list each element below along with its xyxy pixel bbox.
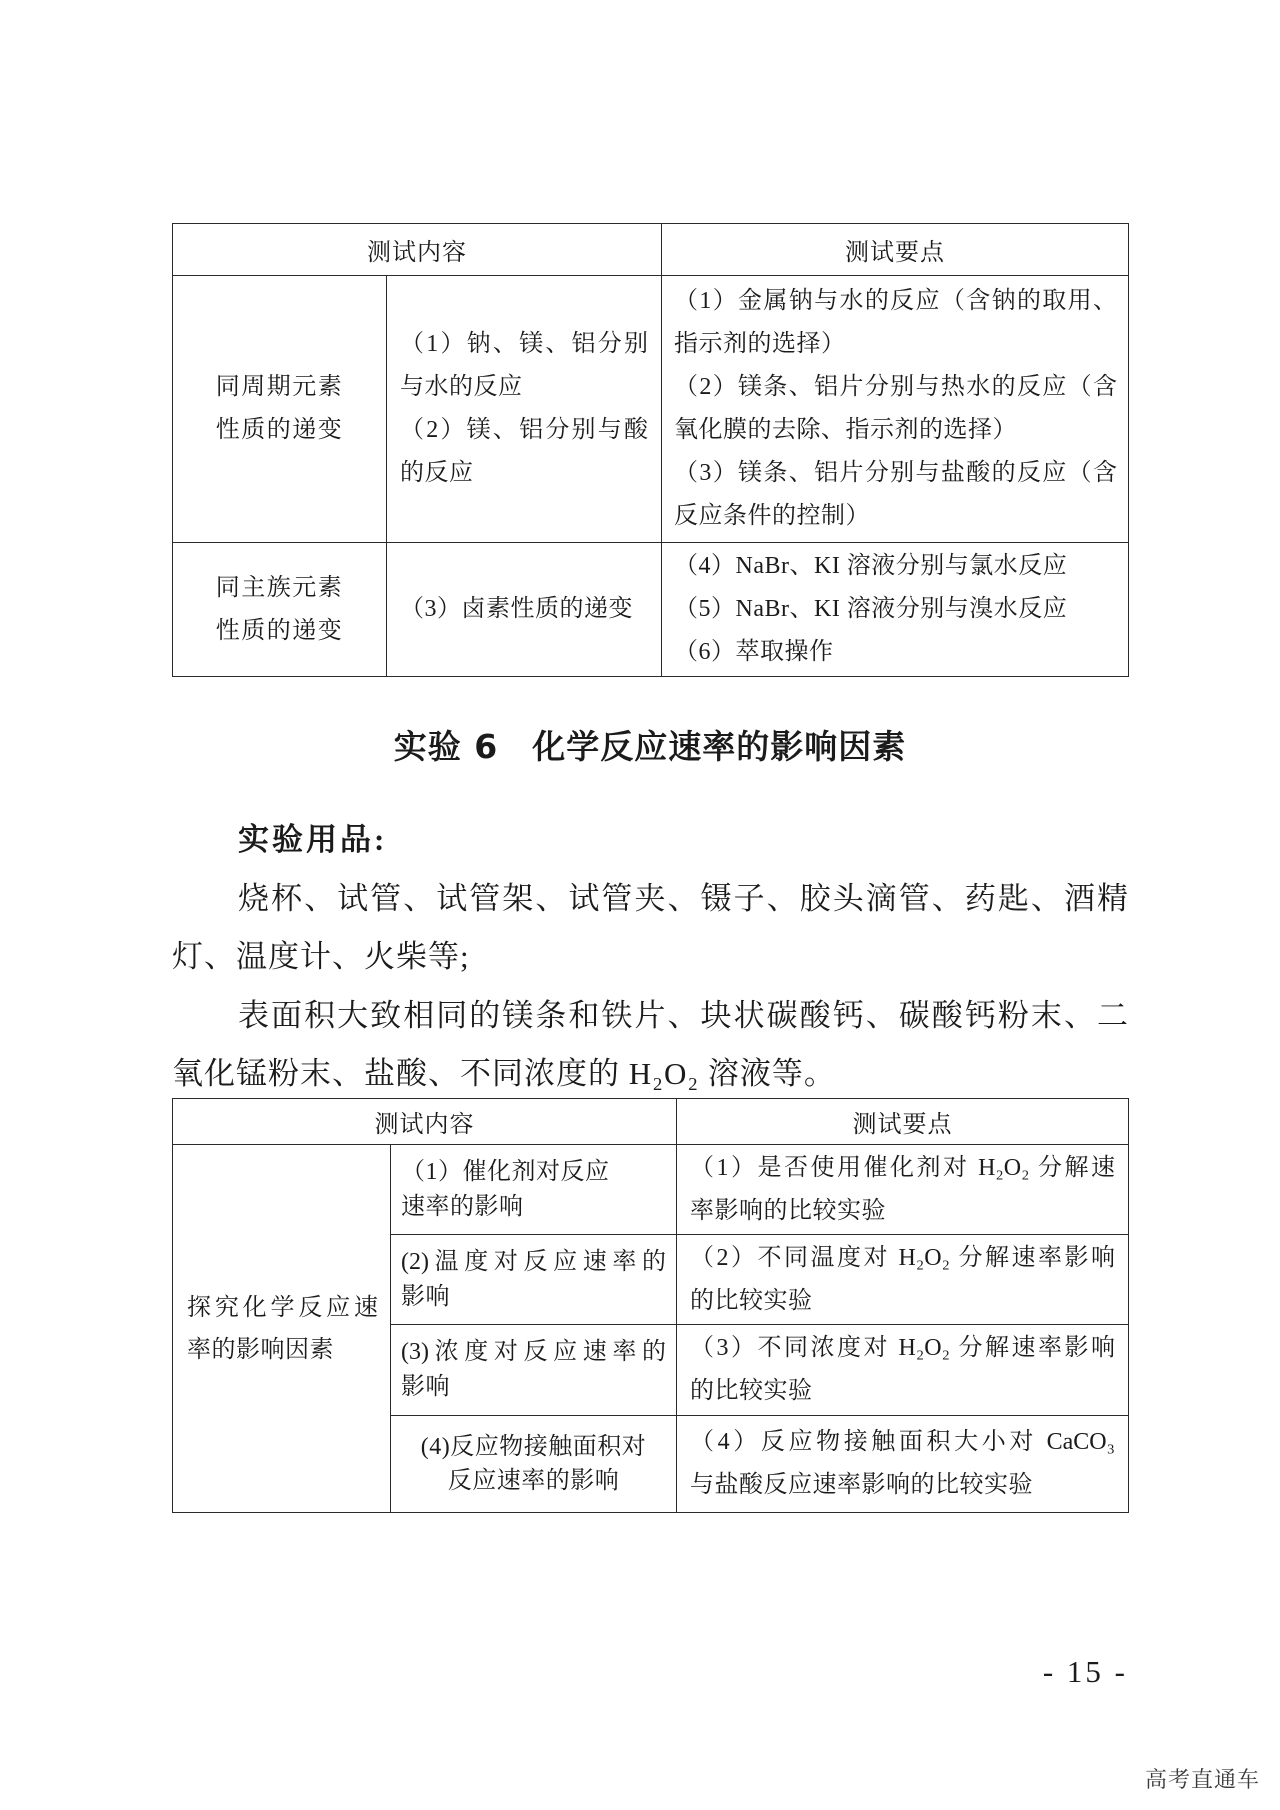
table1-row1-topic — [173, 276, 387, 543]
table1-header-points: 测试要点 — [662, 224, 1129, 276]
table2-row1-content — [391, 1145, 677, 1235]
paragraph1-line: 烧杯、试管、试管架、试管夹、镊子、胶头滴管、药匙、酒精 — [238, 880, 1128, 916]
content-line: （1）催化剂对反应 — [401, 1158, 610, 1185]
reaction-rate-table — [172, 1098, 1129, 1513]
paragraph1-line: 灯、温度计、火柴等; — [172, 939, 470, 974]
point-line: 的比较实验 — [690, 1378, 813, 1404]
topic-line: 同主族元素 — [215, 574, 344, 601]
content-line: （2）镁、铝分别与酸 — [400, 417, 648, 443]
table2-topic — [173, 1145, 391, 1513]
point-line: （2）不同温度对 H₂O₂ 分解速率影响 — [690, 1244, 1115, 1271]
point-line: （6）萃取操作 — [674, 639, 834, 665]
content-line: (3)浓度对反应速率的 — [401, 1339, 666, 1365]
table1-header-content: 测试内容 — [173, 224, 662, 276]
point-line: （1）金属钠与水的反应（含钠的取用、 — [674, 288, 1117, 314]
content-line: （3）卤素性质的递变 — [400, 596, 633, 622]
page-number: - 15 - — [1042, 1654, 1128, 1689]
point-line: （3）不同浓度对 H₂O₂ 分解速率影响 — [690, 1335, 1115, 1361]
section-body — [172, 811, 1128, 1104]
table2-row4-points — [677, 1416, 1129, 1513]
paragraph2-line: 氧化锰粉末、盐酸、不同浓度的 H₂O₂ 溶液等。 — [172, 1056, 836, 1091]
content-line: (4)反应物接触面积对 — [420, 1434, 647, 1460]
table2-row2-content — [391, 1235, 677, 1325]
table2-row3-content — [391, 1325, 677, 1416]
point-line: （4）NaBr、KI 溶液分别与氯水反应 — [674, 553, 1068, 579]
section-title: 实验 6 化学反应速率的影响因素 — [393, 727, 907, 766]
table1-row1-points — [662, 276, 1129, 543]
point-line: （3）镁条、铝片分别与盐酸的反应（含 — [674, 460, 1117, 486]
point-line: 率影响的比较实验 — [690, 1197, 886, 1224]
periodic-properties-table — [172, 223, 1129, 677]
content-line: (2)温度对反应速率的 — [401, 1248, 666, 1275]
paragraph2-line: 表面积大致相同的镁条和铁片、块状碳酸钙、碳酸钙粉末、二 — [238, 997, 1128, 1033]
topic-line: 性质的递变 — [215, 417, 344, 443]
table1-row2-points — [662, 543, 1129, 677]
content-line: 影响 — [401, 1283, 450, 1310]
point-line: 氧化膜的去除、指示剂的选择） — [674, 417, 1017, 443]
table1-row2-content — [387, 543, 662, 677]
point-line: 指示剂的选择） — [674, 331, 846, 357]
content-line: 与水的反应 — [400, 374, 523, 400]
watermark: 高考直通车 — [1144, 1768, 1260, 1793]
content-line: 影响 — [401, 1374, 450, 1400]
point-line: （1）是否使用催化剂对 H₂O₂ 分解速 — [690, 1154, 1115, 1181]
point-line: 的比较实验 — [690, 1287, 813, 1314]
table2-row2-points — [677, 1235, 1129, 1325]
topic-line: 性质的递变 — [215, 617, 344, 644]
table-row — [173, 276, 1129, 543]
table2-header-points: 测试要点 — [677, 1099, 1129, 1145]
point-line: （4）反应物接触面积大小对 CaCO₃ — [690, 1429, 1115, 1455]
table1-row1-content — [387, 276, 662, 543]
table2-row1-points — [677, 1145, 1129, 1235]
point-line: （2）镁条、铝片分别与热水的反应（含 — [674, 374, 1117, 400]
table2-row4-content — [391, 1416, 677, 1513]
table2-row3-points — [677, 1325, 1129, 1416]
topic-line: 探究化学反应速 — [187, 1294, 378, 1321]
table-row — [173, 543, 1129, 677]
content-line: 速率的影响 — [401, 1193, 524, 1220]
topic-line: 率的影响因素 — [187, 1336, 334, 1363]
content-line: 的反应 — [400, 460, 474, 486]
point-line: （5）NaBr、KI 溶液分别与溴水反应 — [674, 596, 1068, 622]
topic-line: 同周期元素 — [215, 374, 344, 400]
table2-header-content: 测试内容 — [173, 1099, 677, 1145]
point-line: 与盐酸反应速率影响的比较实验 — [690, 1472, 1033, 1498]
point-line: 反应条件的控制） — [674, 503, 870, 529]
content-line: （1）钠、镁、铝分别 — [400, 331, 648, 357]
table1-row2-topic — [173, 543, 387, 677]
table-row — [173, 1145, 1129, 1235]
supplies-label: 实验用品: — [238, 822, 388, 857]
content-line: 反应速率的影响 — [447, 1468, 620, 1494]
